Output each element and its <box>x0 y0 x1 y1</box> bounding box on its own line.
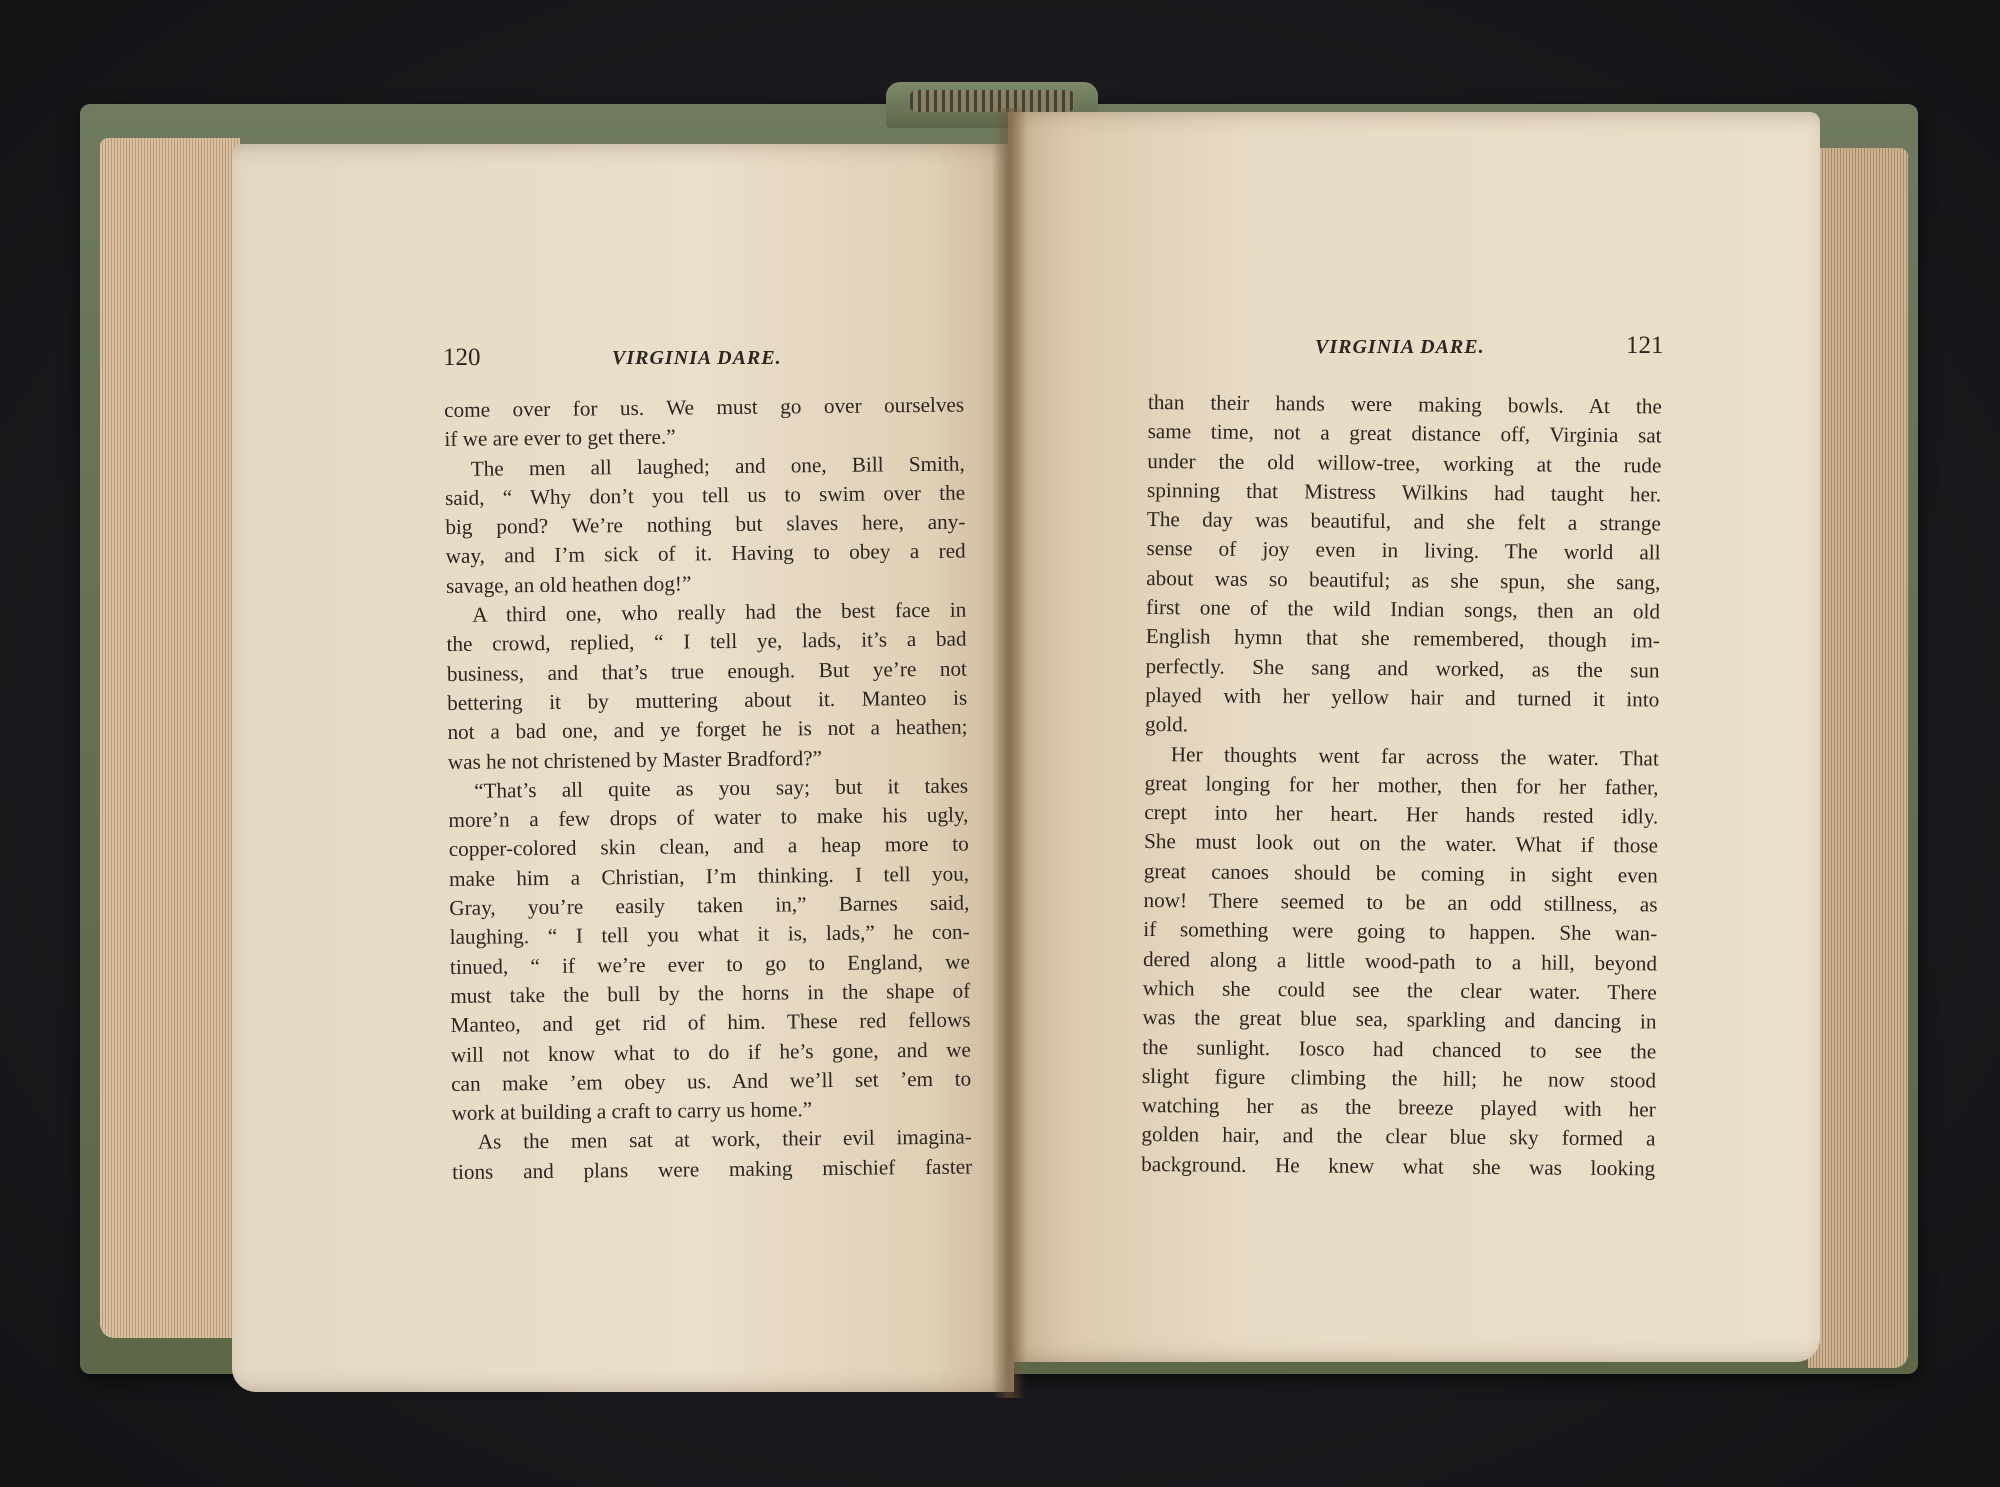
text-line: great longing for her mother, then for her father, <box>1144 770 1659 800</box>
text-line: A third one, who really had the best face in <box>472 597 967 627</box>
text-line: played with her yellow hair and turned it into <box>1145 682 1660 712</box>
text-line: more’n a few drops of water to make his ugly, <box>448 802 969 833</box>
text-line: Gray, you’re easily taken in,” Barnes said, <box>449 890 970 921</box>
text-line: Manteo, and get rid of him. These red fellows <box>450 1007 971 1038</box>
text-line: The men all laughed; and one, Bill Smith, <box>470 451 965 481</box>
text-line: bettering it by muttering about it. Manteo is <box>447 685 968 715</box>
text-line: savage, an old heathen dog!” <box>445 571 692 598</box>
text-line: the crowd, replied, “ I tell ye, lads, it’s a bad <box>446 626 967 657</box>
text-line: than their hands were making bowls. At the <box>1147 389 1662 419</box>
text-line: English hymn that she remembered, though im- <box>1145 624 1660 653</box>
text-line: dered along a little wood-path to a hill, beyond <box>1142 946 1658 976</box>
text-line: copper-colored skin clean, and a heap more to <box>448 831 969 862</box>
text-line: same time, not a great distance off, Virginia sat <box>1147 419 1662 448</box>
text-line: business, and that’s true enough. But ye’re not <box>446 656 968 686</box>
text-line: must take the bull by the horns in the shape of <box>450 978 971 1008</box>
page-edges-right <box>1808 148 1908 1368</box>
text-line: slight figure climbing the hill; he now stood <box>1141 1063 1657 1093</box>
text-line: tions and plans were making mischief faster <box>451 1154 973 1184</box>
text-line: background. He knew what she was looking <box>1141 1151 1656 1181</box>
page-gutter <box>992 108 1026 1398</box>
text-line: first one of the wild Indian songs, then an old <box>1145 595 1661 624</box>
text-line: now! There seemed to be an odd stillness, as <box>1143 888 1658 917</box>
text-line: can make ’em obey us. And we’ll set ’em to <box>451 1066 972 1096</box>
text-line: said, “ Why don’t you tell us to swim over the <box>444 480 966 510</box>
text-line: which she could see the clear water. There <box>1142 975 1657 1005</box>
text-line: come over for us. We must go over ourselves <box>444 392 965 422</box>
right-page-number: 121 <box>1626 332 1664 359</box>
text-line: if we are ever to get there.” <box>444 424 676 452</box>
text-line: “That’s all quite as you say; but it takes <box>474 773 969 803</box>
right-page-text <box>1141 388 1662 1183</box>
text-line: laughing. “ I tell you what it is, lads,” he con- <box>449 919 970 950</box>
text-line: will not know what to do if he’s gone, and we <box>450 1037 971 1067</box>
text-line: if something were going to happen. She wan- <box>1143 917 1658 946</box>
text-line: sense of joy even in living. The world all <box>1146 536 1661 565</box>
left-page-number: 120 <box>443 344 481 371</box>
text-line: under the old willow-tree, working at the rude <box>1147 448 1662 478</box>
text-line: golden hair, and the clear blue sky formed a <box>1141 1122 1656 1151</box>
text-line: about was so beautiful; as she spun, she sang, <box>1146 565 1661 595</box>
text-line: The day was beautiful, and she felt a strange <box>1146 507 1661 536</box>
text-line: great canoes should be coming in sight even <box>1143 858 1658 888</box>
text-line: gold. <box>1144 712 1189 737</box>
text-line: the sunlight. Iosco had chanced to see the <box>1142 1034 1657 1063</box>
text-line: As the men sat at work, their evil imagina- <box>477 1124 972 1155</box>
text-line: make him a Christian, I’m thinking. I tell you, <box>448 861 970 891</box>
text-line: She must look out on the water. What if those <box>1143 829 1659 858</box>
left-page-text <box>444 391 972 1187</box>
text-line: Her thoughts went far across the water. That <box>1170 741 1659 771</box>
text-line: watching her as the breeze played with her <box>1141 1093 1656 1122</box>
text-line: tinued, “ if we’re ever to go to England, we <box>449 949 971 979</box>
page-edges-left <box>100 138 240 1338</box>
text-line: big pond? We’re nothing but slaves here, any- <box>445 509 966 540</box>
text-line: work at building a craft to carry us home.” <box>451 1097 813 1126</box>
text-line: perfectly. She sang and worked, as the sun <box>1145 653 1660 683</box>
left-running-head: VIRGINIA DARE. <box>612 347 782 369</box>
text-line: crept into her heart. Her hands rested idly. <box>1144 800 1659 829</box>
text-line: not a bad one, and ye forget he is not a heathen; <box>447 714 968 745</box>
text-line: was the great blue sea, sparkling and dancing in <box>1142 1005 1657 1034</box>
text-line: spinning that Mistress Wilkins had taught her. <box>1147 477 1662 507</box>
text-line: way, and I’m sick of it. Having to obey a red <box>445 539 966 569</box>
text-line: was he not christened by Master Bradford?” <box>447 745 823 774</box>
right-running-head: VIRGINIA DARE. <box>1315 336 1485 358</box>
